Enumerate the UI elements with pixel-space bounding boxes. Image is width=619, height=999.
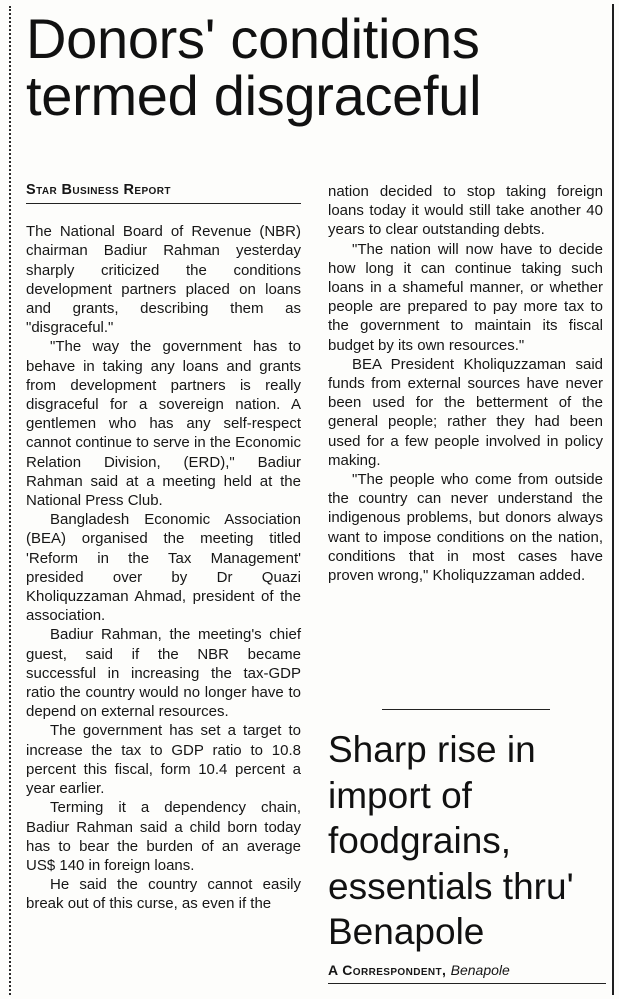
section-divider <box>382 709 550 710</box>
paragraph: Bangladesh Economic Association (BEA) organised the meeting titled 'Reform in the Tax Management' presided over by Dr Quazi Kholiquzzaman Ahmad, president of the association. <box>26 511 301 625</box>
paragraph: "The nation will now have to decide how long it can continue taking such loans in a shameful manner, or whether people are prepared to pay more tax to the government to maintain its fiscal budget by its own resources." <box>328 240 603 354</box>
main-headline: Donors' conditions termed disgraceful <box>26 7 482 127</box>
paragraph: nation decided to stop taking foreign loans today it would still take another 40 years to clear outstanding debts. <box>328 183 603 239</box>
right-column-rule <box>612 4 614 995</box>
paragraph: "The way the government has to behave in taking any loans and grants from development partners is really disgraceful for a sovereign nation. A gentlemen who has any self-respect cannot continue to serve in the Economic Relation Division, (ERD)," Badiur Rahman said at a meeting held at the National Press Club. <box>26 338 301 510</box>
second-byline-author: A Correspondent, <box>328 962 447 978</box>
paragraph: BEA President Kholiquzzaman said funds from external sources have never been used for the betterment of the general people; rather they had been used for a few people involved in policy making. <box>328 355 603 469</box>
paragraph: "The people who come from outside the country can never understand the indigenous problems, but donors always want to impose conditions on the nation, conditions that in most cases have proven wrong," Kholiquzzaman added. <box>328 471 603 585</box>
article-column-2 <box>328 182 603 585</box>
second-byline-rule <box>328 983 606 984</box>
second-byline-location: Benapole <box>450 962 510 978</box>
left-dotted-border <box>9 6 11 995</box>
paragraph: The government has set a target to increase the tax to GDP ratio to 10.8 percent this fiscal, form 10.4 percent a year earlier. <box>26 722 301 798</box>
article-column-1 <box>26 181 301 914</box>
second-byline <box>328 962 608 978</box>
paragraph: He said the country cannot easily break out of this curse, as even if the <box>26 876 301 913</box>
byline: Star Business Report <box>26 181 301 204</box>
paragraph: Badiur Rahman, the meeting's chief guest, said if the NBR became successful in increasing the tax-GDP ratio the country would no longer have to depend on external resources. <box>26 626 301 721</box>
second-headline: Sharp rise in import of foodgrains, essentials thru' Benapole <box>328 729 574 952</box>
paragraph: Terming it a dependency chain, Badiur Rahman said a child born today has to bear the burden of an average US$ 140 in foreign loans. <box>26 799 301 874</box>
paragraph: The National Board of Revenue (NBR) chairman Badiur Rahman yesterday sharply criticized the conditions development partners placed on loans and grants, describing them as "disgraceful." <box>26 223 301 337</box>
